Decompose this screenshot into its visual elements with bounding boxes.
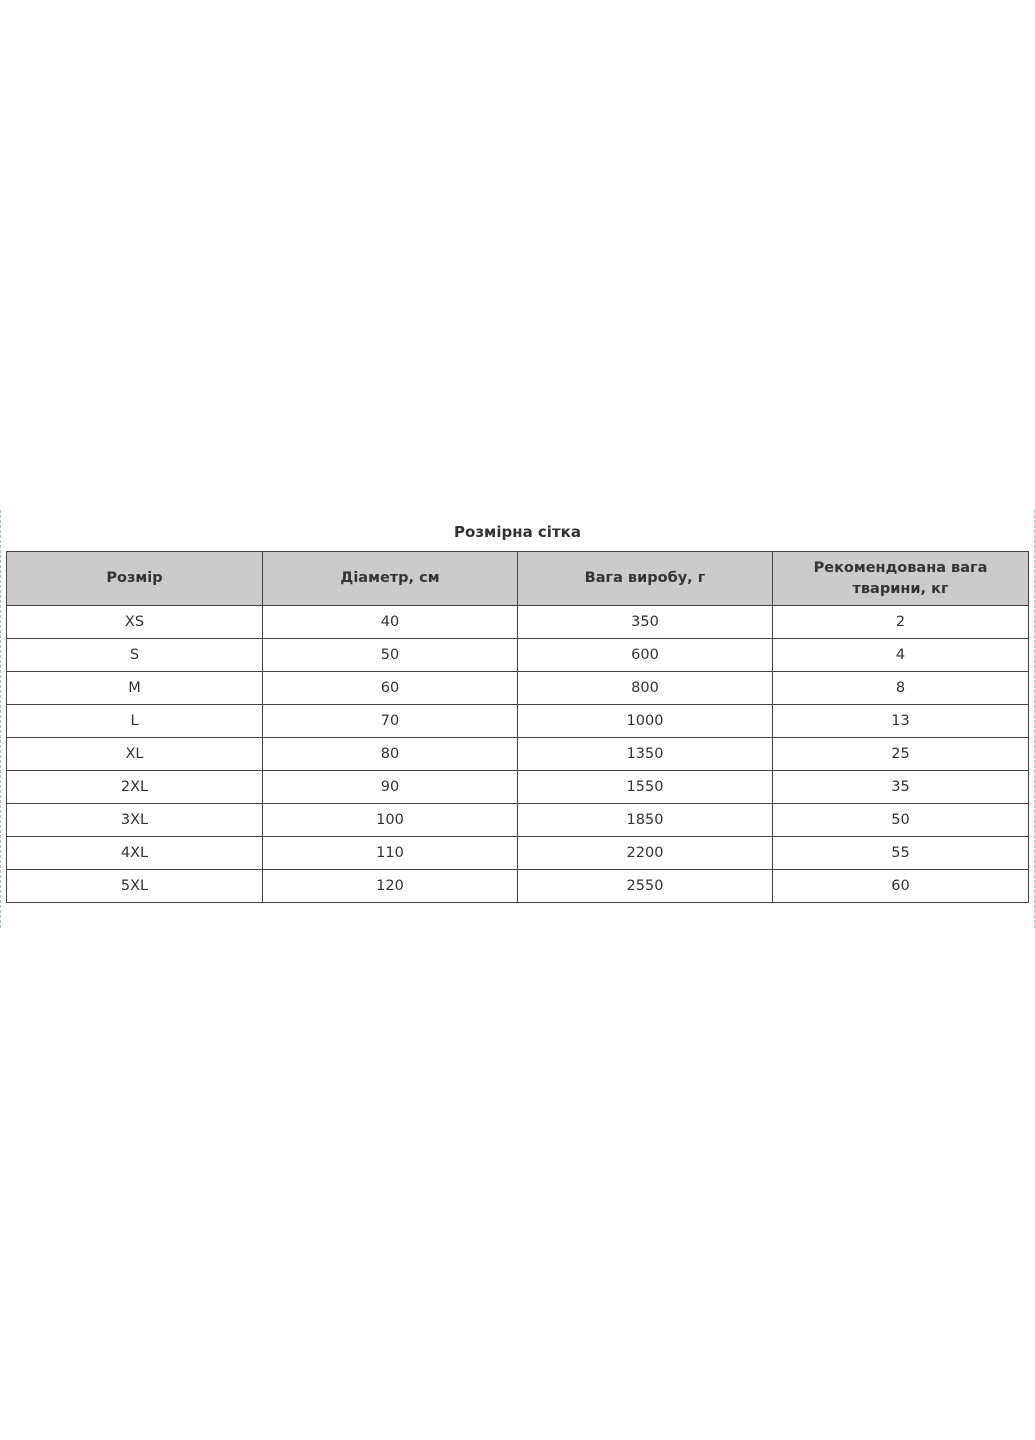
- cell-diameter: 100: [263, 804, 518, 837]
- cell-diameter: 60: [263, 672, 518, 705]
- cell-size: XS: [7, 606, 263, 639]
- cell-product-weight: 1550: [518, 771, 773, 804]
- cell-pet-weight: 55: [773, 837, 1029, 870]
- table-row: [7, 771, 1029, 804]
- cell-product-weight: 2200: [518, 837, 773, 870]
- header-recommended-pet-weight: Рекомендована вага тварини, кг: [773, 552, 1029, 606]
- cell-size: S: [7, 639, 263, 672]
- header-size: Розмір: [7, 552, 263, 606]
- header-diameter: Діаметр, см: [263, 552, 518, 606]
- cell-diameter: 50: [263, 639, 518, 672]
- cell-product-weight: 350: [518, 606, 773, 639]
- cell-product-weight: 1000: [518, 705, 773, 738]
- table-row: [7, 639, 1029, 672]
- cell-pet-weight: 25: [773, 738, 1029, 771]
- cell-size: XL: [7, 738, 263, 771]
- cell-size: L: [7, 705, 263, 738]
- cell-size: 2XL: [7, 771, 263, 804]
- cell-size: M: [7, 672, 263, 705]
- table-row: [7, 606, 1029, 639]
- table-row: [7, 870, 1029, 903]
- cell-diameter: 120: [263, 870, 518, 903]
- cell-size: 4XL: [7, 837, 263, 870]
- cell-diameter: 90: [263, 771, 518, 804]
- cell-size: 3XL: [7, 804, 263, 837]
- cell-pet-weight: 35: [773, 771, 1029, 804]
- cell-product-weight: 1350: [518, 738, 773, 771]
- cell-size: 5XL: [7, 870, 263, 903]
- cell-pet-weight: 13: [773, 705, 1029, 738]
- header-product-weight: Вага виробу, г: [518, 552, 773, 606]
- table-row: [7, 705, 1029, 738]
- cell-product-weight: 2550: [518, 870, 773, 903]
- cell-diameter: 110: [263, 837, 518, 870]
- table-row: [7, 738, 1029, 771]
- cell-diameter: 80: [263, 738, 518, 771]
- table-row: [7, 672, 1029, 705]
- cell-pet-weight: 60: [773, 870, 1029, 903]
- cell-pet-weight: 2: [773, 606, 1029, 639]
- cell-product-weight: 1850: [518, 804, 773, 837]
- cell-diameter: 70: [263, 705, 518, 738]
- cell-pet-weight: 4: [773, 639, 1029, 672]
- table-title: Розмірна сітка: [454, 523, 581, 541]
- size-chart-table: [6, 551, 1029, 903]
- table-row: [7, 837, 1029, 870]
- table-header-row: [7, 552, 1029, 606]
- frame-edge-left: [0, 510, 1, 928]
- cell-product-weight: 800: [518, 672, 773, 705]
- cell-pet-weight: 8: [773, 672, 1029, 705]
- cell-pet-weight: 50: [773, 804, 1029, 837]
- cell-product-weight: 600: [518, 639, 773, 672]
- table-row: [7, 804, 1029, 837]
- cell-diameter: 40: [263, 606, 518, 639]
